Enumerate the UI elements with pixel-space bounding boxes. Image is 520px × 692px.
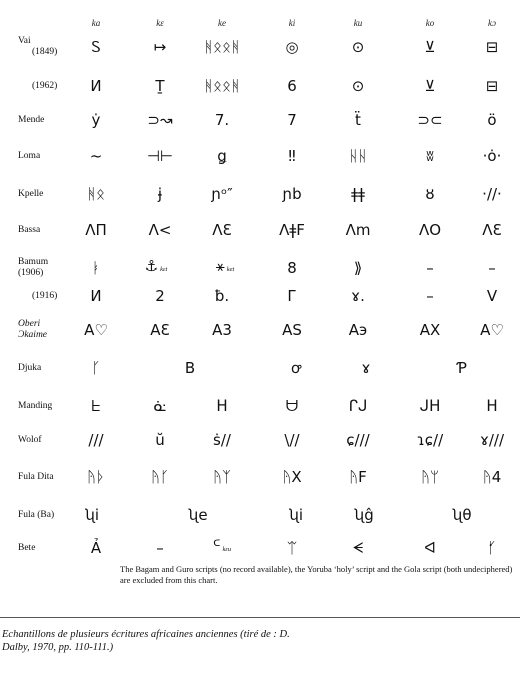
glyph-char: ᚤᚦ [86,468,106,486]
glyph-char: ẏ [91,111,101,129]
script-glyph [155,432,165,448]
glyph-char: Ṯ [155,77,165,95]
glyph-char: ⟫ [353,259,363,277]
script-glyph [483,148,502,164]
row-label-line: Djuka [18,362,42,373]
glyph-char: ȣ [425,185,435,203]
glyph-char: ӧ [487,111,497,129]
glyph-char: /// [88,431,104,449]
glyph-char: ⊻ [424,38,436,56]
glyph-char: ǥ [217,147,227,165]
script-glyph [213,432,231,448]
script-glyph [92,112,101,128]
glyph-char: ᚴ [91,359,101,377]
glyph-char: ᚤF [349,468,367,486]
script-glyph [287,112,297,128]
script-glyph [362,360,371,376]
glyph-char: ⊣⊢ [146,147,174,165]
glyph-char: ΛƐ [482,221,502,239]
row-label-line: (1916) [32,290,58,301]
glyph-char: ɤ. [351,287,365,305]
glyph-char: ɤ/// [479,431,505,449]
glyph-char: – [488,259,496,277]
script-glyph [349,398,368,414]
glyph-char: ᚤᛘ [420,468,440,486]
chart-footnote: The Bagam and Guro scripts (no record available), the Yoruba ‘holy’ script and the Gola script (both undeciphered) are excluded from this chart. [120,564,513,585]
row-label-line: Ɔkaime [18,330,48,340]
script-glyph [149,222,172,238]
script-glyph [215,288,229,304]
row-label-line: (1962) [32,80,58,91]
row-label-line: (1849) [32,47,58,57]
column-header: ki [288,18,296,28]
script-glyph [85,507,99,523]
row-label-line: Fula (Ba) [18,509,55,520]
glyph-char: ~ [89,147,103,165]
glyph-char: ⊙ [351,77,365,95]
glyph-char: 7. [214,111,230,129]
glyph-char: A♡ [84,321,108,339]
row-label-line: Oberi [18,319,41,329]
glyph-char: V [486,287,498,305]
glyph-char: ɿɕ// [416,431,444,449]
glyph-char: AƐ [150,321,170,339]
row-label-line: Loma [18,150,41,161]
script-glyph [420,322,441,338]
column-header: kɛ [156,18,164,28]
script-glyph [354,260,362,276]
row-label [18,225,40,236]
script-glyph [85,222,107,238]
script-glyph [352,78,365,94]
glyph-char: ʬ [426,147,434,165]
script-glyph [419,222,441,238]
glyph-char: ⚓ [144,257,159,275]
row-label [18,81,57,92]
script-glyph [487,112,496,128]
glyph-char: И [90,77,102,95]
script-glyph [482,222,501,238]
script-glyph [289,507,303,523]
glyph-char: Г [287,287,297,305]
script-glyph [354,507,373,523]
script-glyph [483,469,502,485]
script-glyph [155,288,165,304]
glyph-subscript: kɛu [222,546,232,553]
script-glyph [90,78,101,94]
glyph-char: ʯθ [452,506,472,524]
script-glyph [145,258,168,278]
glyph-char: И [90,287,102,305]
glyph-char: ·//· [482,185,502,203]
script-glyph [91,260,100,276]
script-glyph [87,186,105,202]
script-glyph [417,432,443,448]
glyph-char: ΛO [418,221,442,239]
glyph-char: ᒼ [212,537,221,555]
script-glyph [287,260,297,276]
row-label [18,36,57,58]
script-glyph [215,112,229,128]
glyph-char: ↦ [153,38,167,56]
script-glyph [417,112,442,128]
script-glyph [212,222,231,238]
glyph-char: Λm [345,221,371,239]
glyph-char: Ả [90,539,102,557]
script-glyph [425,186,434,202]
script-glyph [351,288,365,304]
script-glyph [188,507,207,523]
script-glyph [90,148,103,164]
script-glyph [486,398,497,414]
glyph-char: ŭ [155,431,165,449]
row-label [18,543,35,554]
glyph-char: ᗕ [352,539,364,557]
glyph-char: ᚻᛟᛟᚻ [203,77,241,95]
row-label [18,401,52,412]
glyph-char: B [184,359,196,377]
glyph-char: ᚺᚺ [348,147,368,165]
glyph-char: ᓎ [153,397,167,415]
script-glyph [156,540,164,556]
glyph-char: ΛǂF [279,221,305,239]
glyph-char: ᚤ4 [482,468,502,486]
script-glyph [213,469,231,485]
row-label-line: Manding [18,400,53,411]
script-glyph [425,78,436,94]
row-label-line: Bassa [18,224,41,235]
glyph-char: Ꮪ [91,38,101,56]
glyph-char: ꝍ [290,359,302,377]
glyph-char: ʯĝ [354,506,374,524]
glyph-char: 2 [155,287,165,305]
script-glyph [355,112,361,128]
script-glyph [287,540,296,556]
script-glyph [291,360,301,376]
glyph-char: ɲᵒ″ [211,185,233,203]
row-label-line: Mende [18,114,45,125]
script-glyph [349,469,367,485]
glyph-char: – [156,539,164,557]
script-glyph [420,398,441,414]
script-glyph [457,360,467,376]
glyph-char: ᚻᛟ [86,185,106,203]
script-glyph [282,322,302,338]
glyph-char: ᛠ [287,539,297,557]
script-glyph [482,186,502,202]
script-glyph [487,288,497,304]
glyph-char: ɉ [157,185,163,203]
glyph-char: – [426,259,434,277]
script-glyph [287,288,296,304]
glyph-char: ʯe [188,506,208,524]
row-label-line: Wolof [18,434,42,445]
script-glyph [147,148,173,164]
script-glyph [288,148,295,164]
glyph-char: ɲb [282,185,302,203]
script-glyph [282,186,301,202]
script-glyph [286,398,298,414]
script-glyph [217,148,227,164]
row-label-line: Bamum [18,257,49,267]
glyph-char: ᒋᒍ [348,397,368,415]
script-glyph [154,39,167,55]
script-glyph [425,39,436,55]
glyph-char: ⊃⊂ [417,111,443,129]
glyph-char: ᚤᚴ [150,468,170,486]
glyph-char: ᕼ [486,397,498,415]
script-glyph [185,360,195,376]
glyph-char: ᚤX [282,468,302,486]
glyph-char: Aэ [348,321,368,339]
row-label [18,363,41,374]
script-glyph [150,322,169,338]
script-glyph [486,78,499,94]
script-glyph [91,540,101,556]
glyph-char: ƀ. [214,287,230,305]
script-glyph [346,222,371,238]
glyph-char: 6 [287,77,297,95]
script-glyph [158,186,162,202]
script-glyph [346,432,369,448]
row-label [18,189,43,200]
column-header: ka [91,18,101,28]
glyph-subscript: kɛt [160,266,168,273]
script-glyph [287,78,297,94]
script-glyph [88,432,103,448]
glyph-char: ᒍᕼ [419,397,441,415]
script-glyph [349,322,368,338]
script-glyph [480,432,504,448]
script-glyph [426,148,434,164]
column-header: kɔ [488,18,496,28]
glyph-char: Λ< [148,221,172,239]
script-glyph [212,322,232,338]
row-label-line: (1906) [18,268,44,278]
script-glyph [279,222,305,238]
glyph-char: ΛƐ [212,221,232,239]
script-glyph [147,112,172,128]
row-label [18,291,57,302]
script-glyph [424,540,436,556]
glyph-char: A♡ [480,321,504,339]
glyph-char: AS [282,321,302,339]
glyph-char: ᕼ [216,397,228,415]
row-label-line: Fula Dita [18,471,54,482]
glyph-char: ⊟ [485,38,499,56]
glyph-char: ɕ/// [346,431,370,449]
glyph-char: 8 [287,259,297,277]
script-glyph [91,360,100,376]
row-label [18,435,42,446]
glyph-char: ʯi [288,506,304,524]
script-glyph [91,39,100,55]
script-glyph [204,78,240,94]
glyph-char: ᐊ [424,539,436,557]
glyph-char: ⊻ [424,77,436,95]
glyph-char: – [426,287,434,305]
script-glyph [90,288,101,304]
glyph-char: ᚶ [487,539,497,557]
glyph-char: ẗ [355,111,361,129]
row-label [18,510,54,521]
script-glyph [426,288,434,304]
glyph-char: ǂǂ [351,185,365,203]
glyph-char: ᚻᛟᛟᚻ [203,38,241,56]
script-glyph [349,148,367,164]
glyph-char: ΛΠ [85,221,107,239]
script-glyph [204,39,240,55]
script-glyph [154,398,167,414]
glyph-char: 7 [287,111,297,129]
script-glyph [92,398,101,414]
script-glyph [486,39,499,55]
glyph-subscript: ket [226,266,235,273]
row-label-line: Kpelle [18,188,44,199]
glyph-char: ⊙ [351,38,365,56]
glyph-char: ṡ// [213,431,231,449]
glyph-char: ⚹ [215,257,225,275]
glyph-char: ⊟ [485,77,499,95]
script-glyph [353,540,364,556]
glyph-char: ⊃↝ [147,111,173,129]
script-glyph [151,469,169,485]
glyph-char: ‼ [288,147,296,165]
script-glyph [216,258,235,278]
glyph-char: ᖶ [91,397,101,415]
column-header: ku [353,18,363,28]
glyph-char: ᗨ [285,397,299,415]
figure-caption: Echantillons de plusieurs écritures africaines anciennes (tiré de : D. Dalby, 1970, pp. 110-111.) [2,629,290,653]
glyph-char: ·ȯ· [482,147,502,165]
row-label-line: Vai [18,36,31,46]
column-header: ko [425,18,435,28]
script-glyph [213,538,231,558]
script-glyph [284,432,299,448]
script-glyph [282,469,301,485]
script-glyph [211,186,233,202]
glyph-char: \// [284,431,300,449]
script-glyph [480,322,504,338]
script-glyph [421,469,439,485]
glyph-char: ɤ [361,359,371,377]
glyph-char: ᚤᛉ [212,468,232,486]
script-glyph [285,39,298,55]
glyph-char: A3 [212,321,232,339]
script-glyph [426,260,434,276]
row-label [18,115,44,126]
glyph-char: AX [419,321,441,339]
column-header: ke [218,18,226,28]
row-label [18,151,40,162]
glyph-char: ◎ [285,38,299,56]
script-glyph [84,322,108,338]
glyph-char: ᛓ [91,259,101,277]
script-glyph [216,398,227,414]
script-glyph [487,540,496,556]
row-label [18,319,47,341]
script-glyph [155,78,164,94]
row-label [18,472,54,483]
row-label-line: Bete [18,542,36,553]
glyph-char: ʯi [84,506,100,524]
script-glyph [452,507,471,523]
separator-line [0,617,520,618]
script-glyph [488,260,496,276]
glyph-char: Ƥ [457,359,467,377]
script-glyph [351,186,365,202]
row-label [18,257,48,279]
script-glyph [352,39,365,55]
script-glyph [87,469,105,485]
